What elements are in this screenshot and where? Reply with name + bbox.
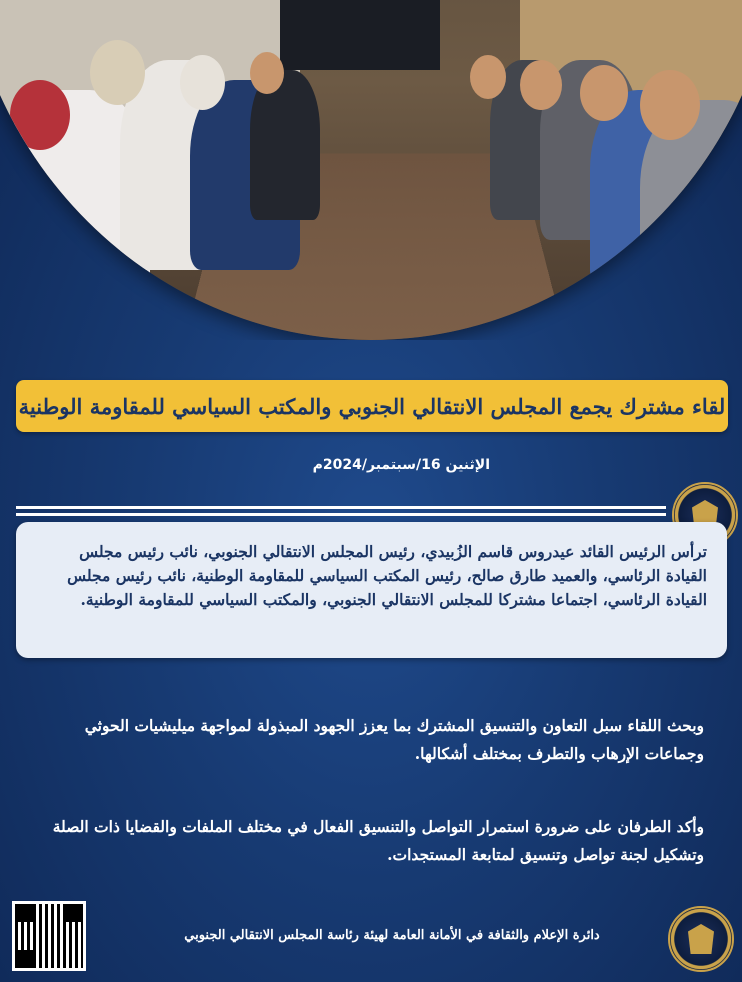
headline: لقاء مشترك يجمع المجلس الانتقالي الجنوبي والمكتب السياسي للمقاومة الوطنية <box>18 393 726 419</box>
meeting-photo <box>0 0 742 340</box>
headline-banner <box>16 380 728 432</box>
paragraph-agreement: وأكد الطرفان على ضرورة استمرار التواصل والتنسيق الفعال في مختلف الملفات والقضايا ذات الصلة وتشكيل لجنة تواصل وتنسيق لمتابعة المستجدات. <box>52 817 704 864</box>
qr-code-icon <box>12 901 86 971</box>
date-label: الإثنين 16/سبتمبر/2024م <box>312 457 490 473</box>
summary-card <box>16 522 727 658</box>
paragraph-discussion: وبحث اللقاء سبل التعاون والتنسيق المشترك بما يعزز الجهود المبذولة لمواجهة ميليشيات الحوثي وجماعات الإرهاب والتطرف بمختلف أشكالها. <box>84 716 704 763</box>
divider-stripes <box>16 506 666 520</box>
stc-emblem-footer-icon <box>668 906 734 972</box>
summary-text: ترأس الرئيس القائد عيدروس قاسم الزُبيدي، رئيس المجلس الانتقالي الجنوبي، نائب رئيس مجلس القيادة الرئاسي، والعميد طارق صالح، رئيس المكتب السياسي للمقاومة الوطنية، نائب رئيس مجلس القيادة الرئاسي، اجتماعا مشتركا للمجلس الانتقالي الجنوبي، والمكتب السياسي للمقاومة الوطنية. <box>67 542 707 609</box>
footer-credit: دائرة الإعلام والثقافة في الأمانة العامة لهيئة رئاسة المجلس الانتقالي الجنوبي <box>184 928 600 943</box>
